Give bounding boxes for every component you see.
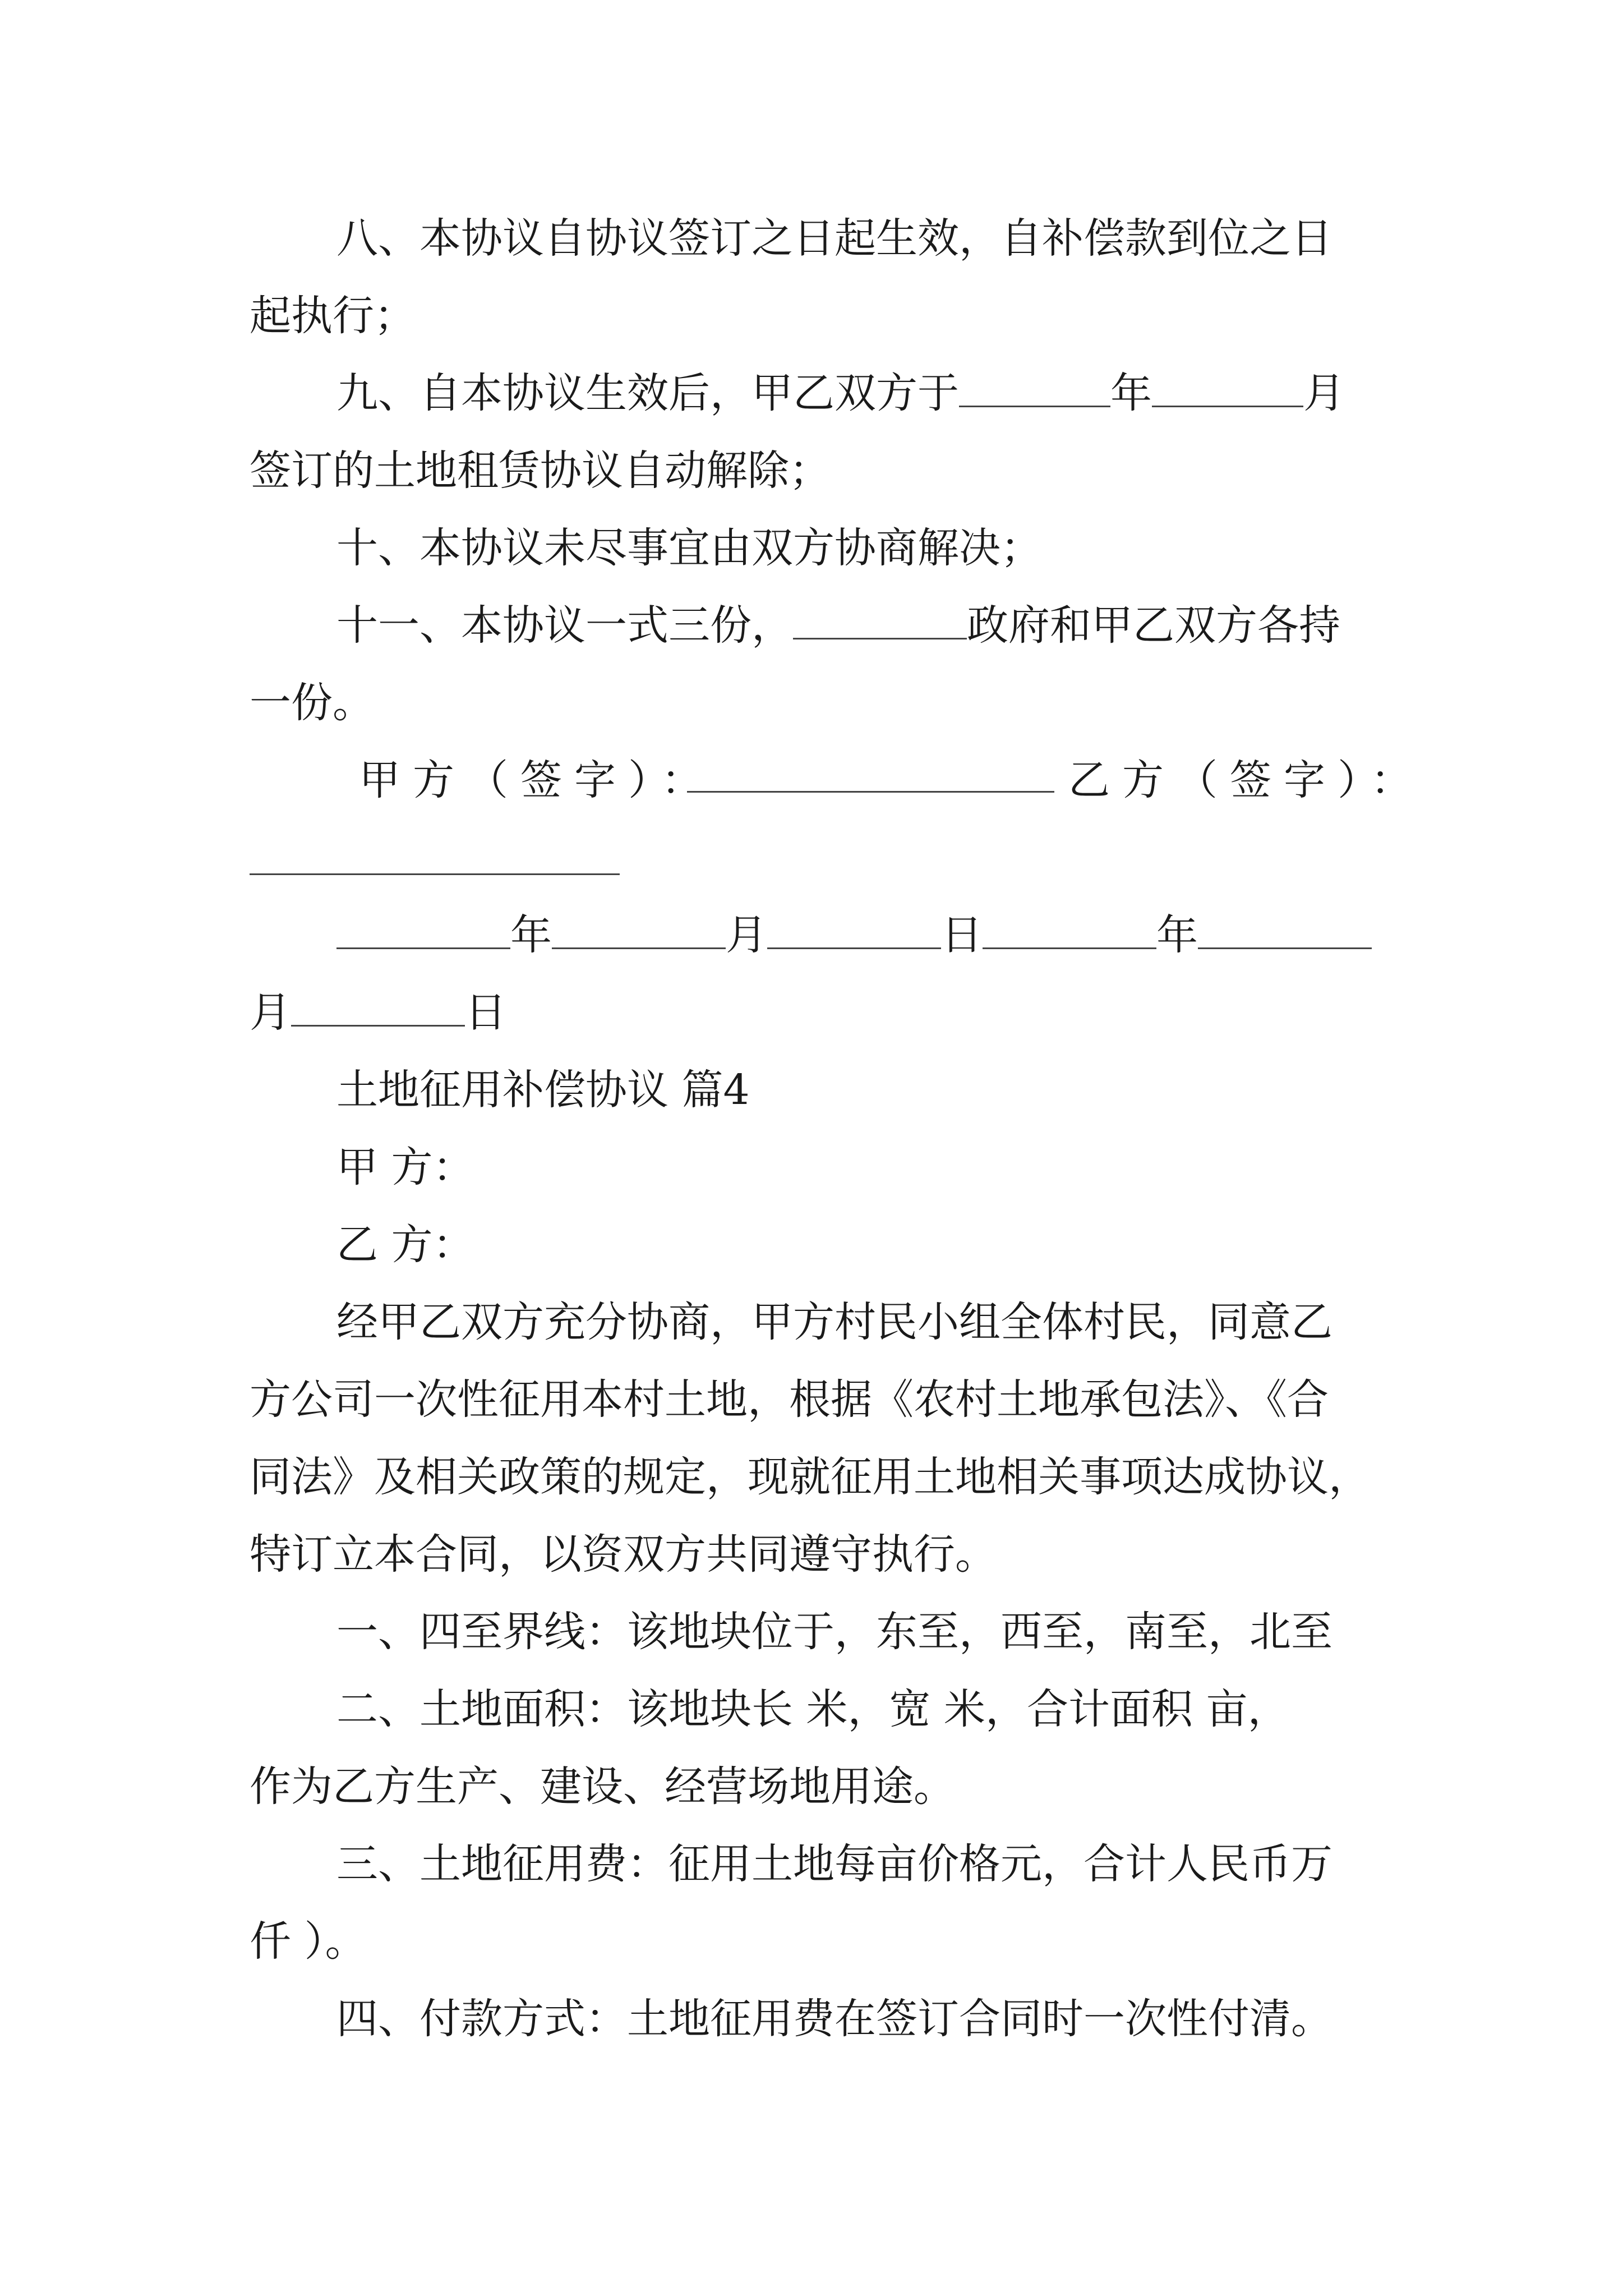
clause-11-text-1: 十一、本协议一式三份， [336, 601, 793, 650]
party-a-month-blank [552, 914, 726, 949]
party-b-signature-line [250, 873, 620, 875]
clause-9-line-2: 签订的土地租赁协议自动解除； [250, 447, 831, 495]
clause-9-text: 九、自本协议生效后，甲乙双方于 [336, 369, 959, 417]
clause-11-text-2: 政府和甲乙双方各持 [967, 601, 1340, 650]
clause-8-line-2: 起执行； [250, 292, 416, 340]
clause-9-year-blank [959, 372, 1110, 407]
clause-10-line-1: 十、本协议未尽事宜由双方协商解决； [336, 524, 1042, 572]
clause-11-line-2: 一份。 [250, 679, 374, 727]
section-4-intro-line-1: 经甲乙双方充分协商，甲方村民小组全体村民，同意乙 [336, 1298, 1332, 1346]
section-4-item-1: 一、四至界线：该地块位于，东至，西至，南至，北至 [336, 1608, 1332, 1656]
section-4-intro-line-3: 同法》及相关政策的规定，现就征用土地相关事项达成协议， [250, 1453, 1370, 1501]
section-4-title: 土地征用补偿协议 篇4 [336, 1066, 750, 1114]
party-a-year-blank [336, 914, 510, 949]
section-4-item-3-line-1: 三、土地征用费：征用土地每亩价格元，合计人民币万 [336, 1840, 1332, 1888]
party-a-day-label: 日 [941, 911, 983, 959]
party-a-month-label: 月 [726, 911, 767, 959]
section-4-party-b: 乙 方： [336, 1221, 474, 1269]
party-b-month-label: 月 [250, 988, 291, 1037]
party-a-year-label: 年 [510, 911, 552, 959]
party-b-year-blank [983, 914, 1156, 949]
clause-9-month-blank [1152, 372, 1303, 407]
party-b-day-blank [291, 991, 465, 1027]
party-a-signature-line [687, 791, 1054, 793]
clause-8-line-1: 八、本协议自协议签订之日起生效，自补偿款到位之日 [336, 214, 1332, 263]
clause-9-year-label: 年 [1110, 369, 1152, 417]
section-4-item-2-line-2: 作为乙方生产、建设、经营场地用途。 [250, 1763, 955, 1811]
section-4-item-2-line-1: 二、土地面积：该地块长 米，宽 米，合计面积 亩， [336, 1685, 1289, 1733]
section-4-item-4: 四、付款方式：土地征用费在签订合同时一次性付清。 [336, 1995, 1332, 2043]
party-b-day-label: 日 [465, 988, 506, 1037]
signature-date-line-1 [336, 907, 1372, 963]
clause-9-month-label: 月 [1303, 369, 1345, 417]
signature-date-line-2 [250, 984, 506, 1041]
party-b-month-blank-1 [1198, 914, 1372, 949]
clause-11-government-blank [793, 604, 967, 639]
party-a-day-blank [767, 914, 941, 949]
party-b-year-label: 年 [1156, 911, 1198, 959]
section-4-intro-line-2: 方公司一次性征用本村土地，根据《农村土地承包法》、《合 [250, 1375, 1329, 1424]
clause-11-line-1 [336, 597, 1340, 654]
section-4-intro-line-4: 特订立本合同，以资双方共同遵守执行。 [250, 1530, 997, 1579]
party-b-signature-label: 乙方（签字）： [1068, 756, 1424, 804]
section-4-item-3-line-2: 仟 ）。 [250, 1917, 367, 1966]
section-4-party-a: 甲 方： [336, 1143, 474, 1191]
clause-9-line-1 [336, 365, 1345, 421]
party-a-signature-label: 甲方（签字）： [359, 756, 715, 804]
